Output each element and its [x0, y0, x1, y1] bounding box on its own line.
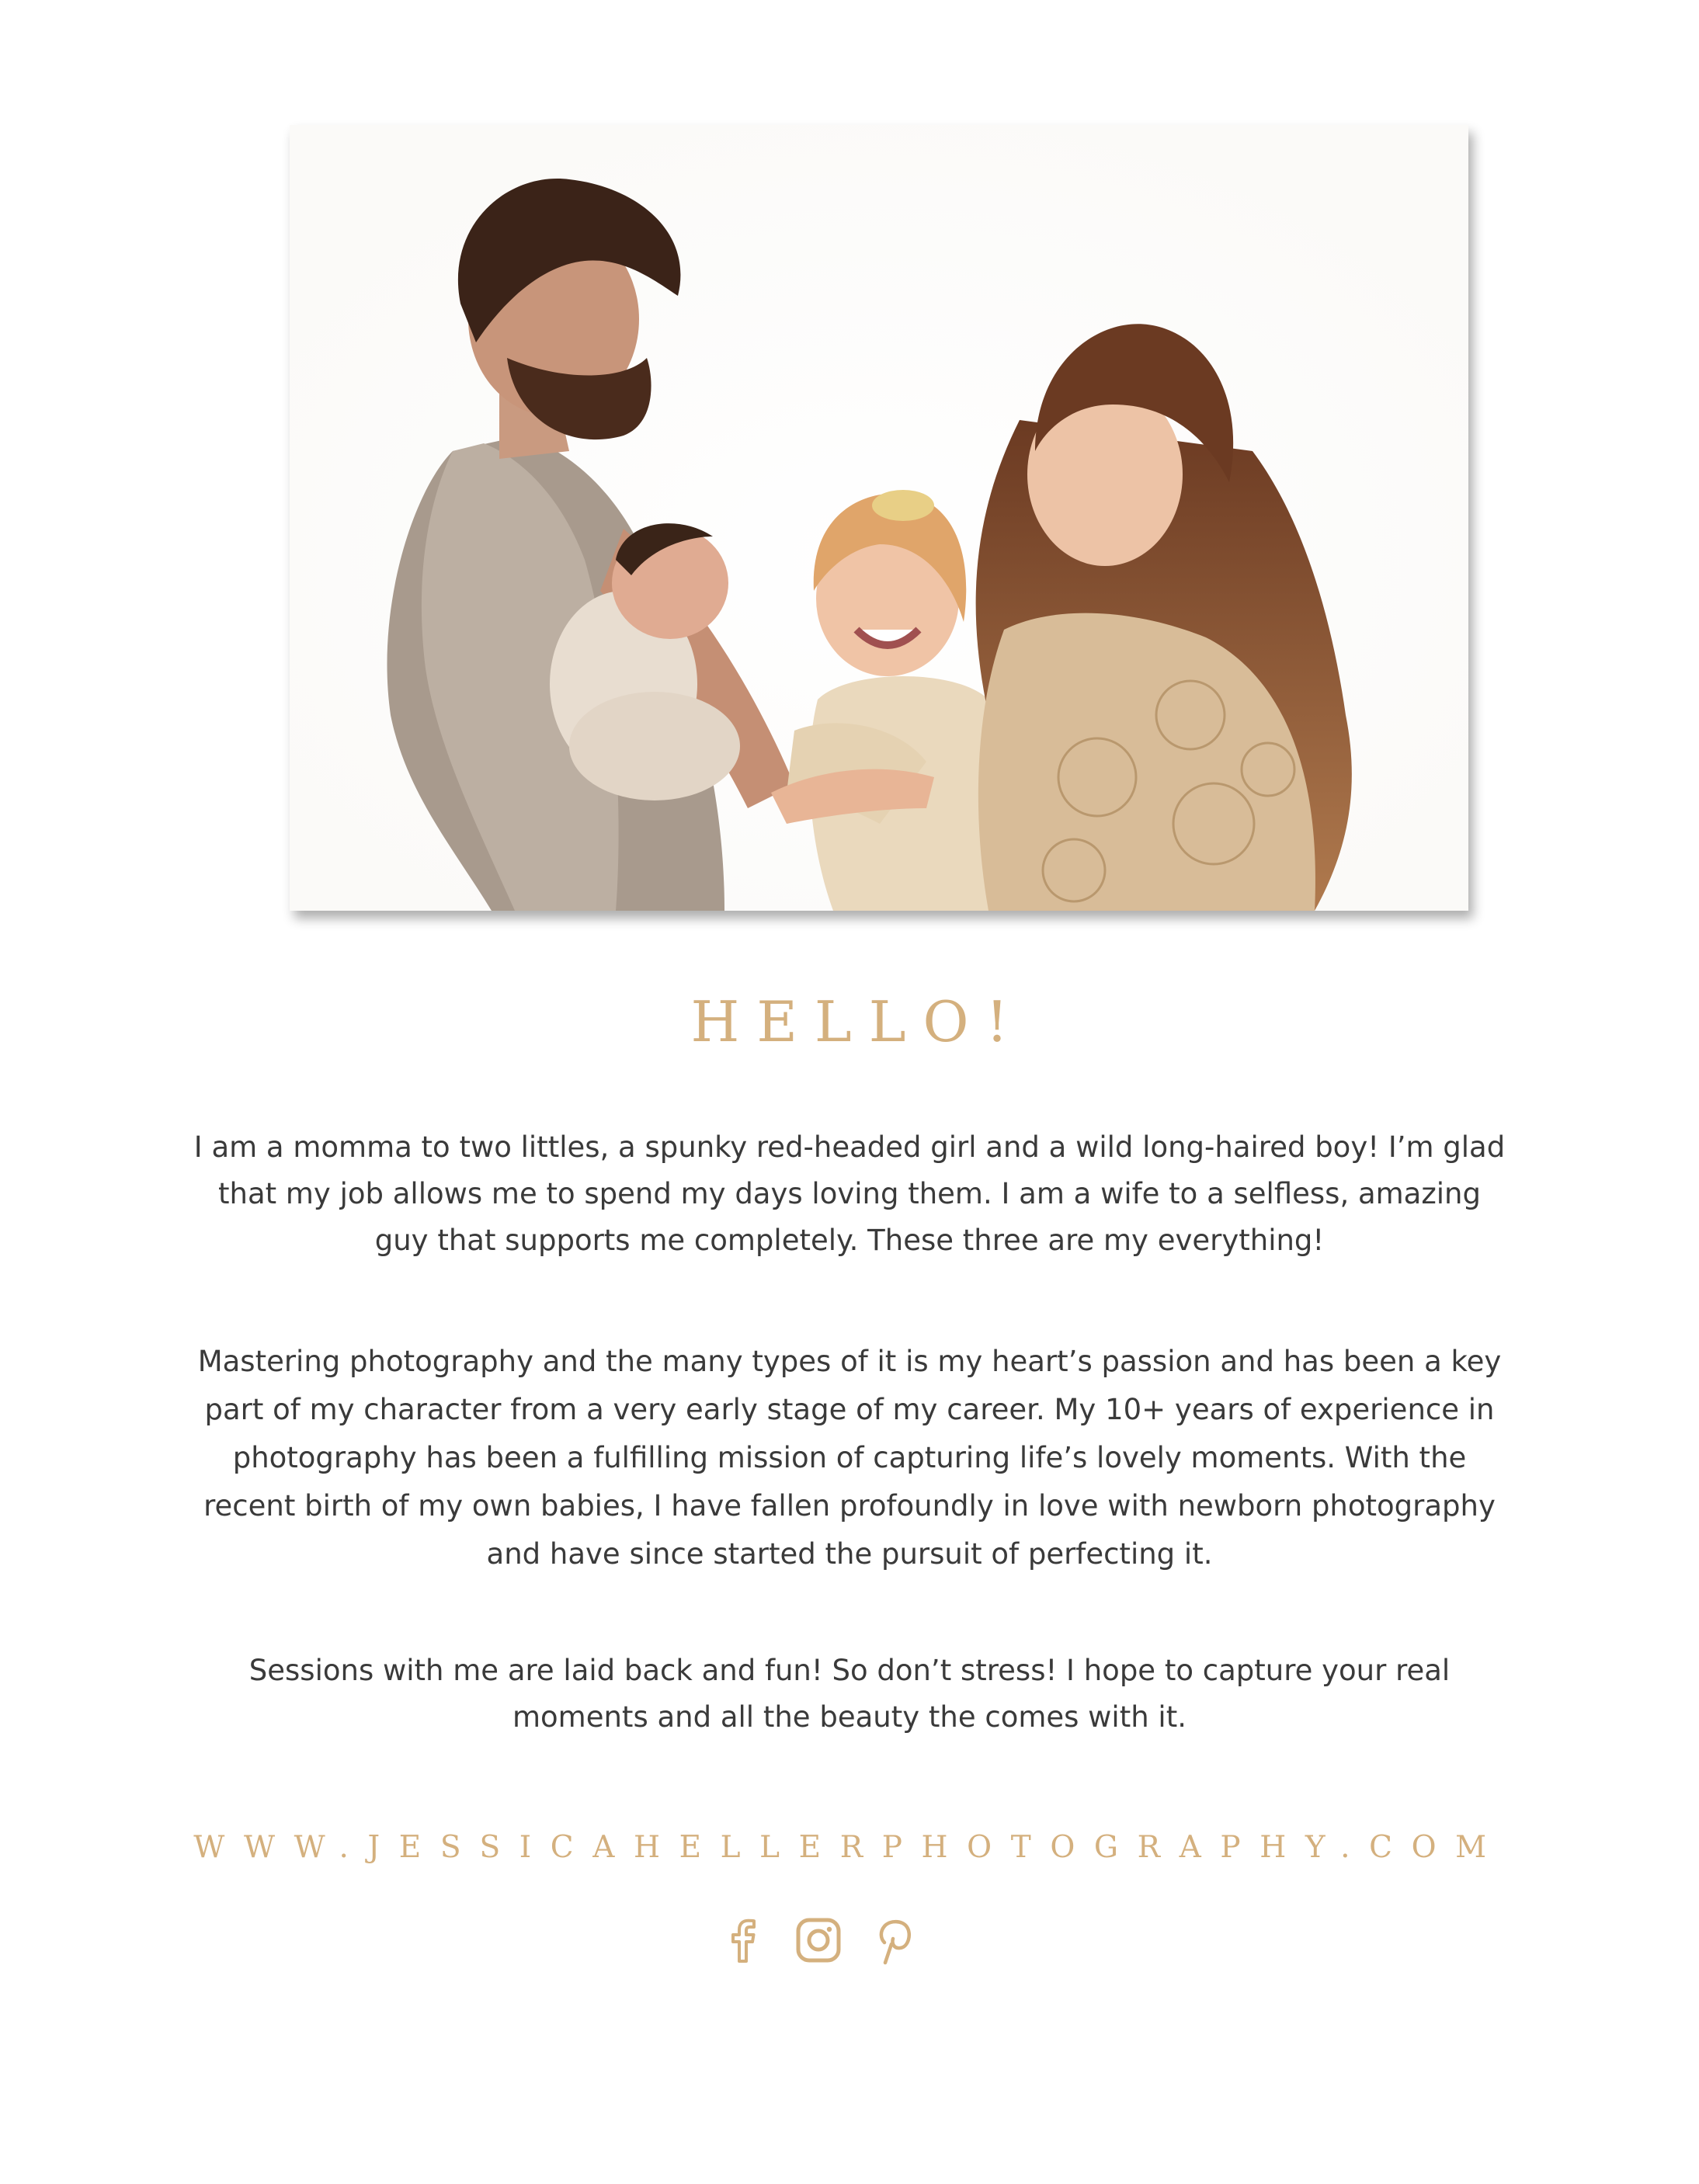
hello-heading: HELLO!	[690, 989, 1026, 1054]
facebook-link[interactable]	[716, 1913, 770, 1967]
instagram-icon	[791, 1913, 846, 1967]
website-link[interactable]: WWW.JESSICAHELLERPHOTOGRAPHY.COM	[193, 1830, 1506, 1865]
facebook-icon	[716, 1913, 770, 1967]
sessions-paragraph: Sessions with me are laid back and fun! So don’t stress! I hope to capture your real moments and all the beauty the comes with it.	[248, 1654, 1451, 1734]
family-photo	[290, 125, 1468, 911]
social-bar	[0, 1913, 1699, 1967]
passion-paragraph: Mastering photography and the many types of it is my heart’s passion and has been a key part of my character from a very early stage of my career. My 10+ years of experience in photography has been a fulfilling mission of capturing life’s lovely moments. With the recent birth of my own babies, I have fallen profoundly in love with newborn photography and have since started the pursuit of perfecting it.	[197, 1345, 1502, 1571]
intro-paragraph: I am a momma to two littles, a spunky red-headed girl and a wild long-haired boy! I’m glad that my job allows me to spend my days loving them. I am a wife to a selfless, amazing guy that supports me completely. These three are my everything!	[193, 1130, 1506, 1257]
pinterest-icon	[867, 1913, 922, 1967]
instagram-link[interactable]	[791, 1913, 846, 1967]
pinterest-link[interactable]	[867, 1913, 922, 1967]
family-photo-illustration	[290, 125, 1468, 911]
